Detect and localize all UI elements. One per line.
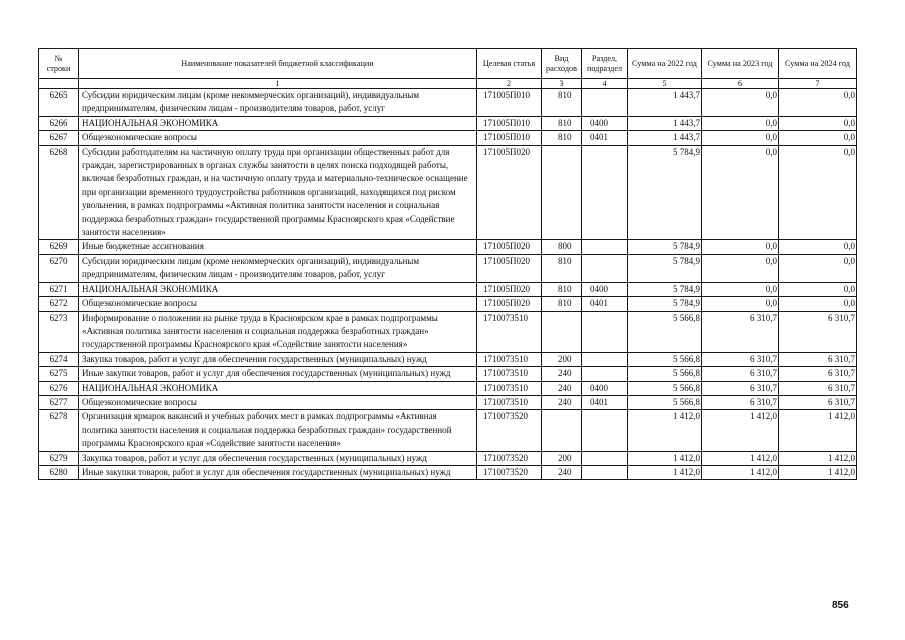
row-name: Иные закупки товаров, работ и услуг для обеспечения государственных (муниципальных) нужд <box>79 465 477 479</box>
column-number: 6 <box>702 79 779 89</box>
header-name: Наименование показателей бюджетной классификации <box>79 49 477 79</box>
table-row <box>39 367 857 381</box>
row-sum-2024: 0,0 <box>779 282 857 296</box>
row-name: Организация ярмарок вакансий и учебных рабочих мест в рамках подпрограммы «Активная политика занятости населения и социальная поддержка безработных граждан» государственной программы Красноярского края «Содействие занятости населения» <box>79 410 477 451</box>
row-sum-2023: 1 412,0 <box>702 465 779 479</box>
row-section: 0400 <box>582 116 628 130</box>
row-sum-2024: 0,0 <box>779 116 857 130</box>
row-target-article: 1710073510 <box>477 395 542 409</box>
budget-table <box>38 48 857 480</box>
row-number: 6269 <box>39 240 79 254</box>
row-sum-2022: 5 784,9 <box>628 297 702 311</box>
row-target-article: 1710073510 <box>477 367 542 381</box>
row-expense-type: 810 <box>542 254 582 282</box>
row-target-article: 171005П010 <box>477 116 542 130</box>
row-sum-2022: 1 412,0 <box>628 410 702 451</box>
row-name: Субсидии юридическим лицам (кроме некоммерческих организаций), индивидуальным предпринимателям, физическим лицам - производителям товаров, работ, услуг <box>79 89 477 117</box>
row-sum-2024: 6 310,7 <box>779 367 857 381</box>
header-sum-2023: Сумма на 2023 год <box>702 49 779 79</box>
row-sum-2022: 5 784,9 <box>628 282 702 296</box>
row-name: Закупка товаров, работ и услуг для обеспечения государственных (муниципальных) нужд <box>79 451 477 465</box>
table-row <box>39 297 857 311</box>
table-row <box>39 282 857 296</box>
header-row <box>39 49 857 79</box>
row-target-article: 171005П020 <box>477 297 542 311</box>
table-row <box>39 395 857 409</box>
row-number: 6272 <box>39 297 79 311</box>
row-sum-2024: 0,0 <box>779 89 857 117</box>
row-sum-2022: 5 566,8 <box>628 395 702 409</box>
row-sum-2023: 6 310,7 <box>702 311 779 352</box>
row-sum-2022: 1 443,7 <box>628 131 702 145</box>
header-vid: Вид расходов <box>542 49 582 79</box>
header-sum-2024: Сумма на 2024 год <box>779 49 857 79</box>
row-sum-2024: 0,0 <box>779 131 857 145</box>
row-number: 6274 <box>39 352 79 366</box>
row-name: Иные закупки товаров, работ и услуг для обеспечения государственных (муниципальных) нужд <box>79 367 477 381</box>
row-sum-2024: 6 310,7 <box>779 381 857 395</box>
row-target-article: 171005П020 <box>477 240 542 254</box>
row-sum-2023: 1 412,0 <box>702 451 779 465</box>
header-target: Целевая статья <box>477 49 542 79</box>
row-section: 0401 <box>582 131 628 145</box>
column-number: 1 <box>79 79 477 89</box>
row-number: 6276 <box>39 381 79 395</box>
row-expense-type: 810 <box>542 89 582 117</box>
row-target-article: 1710073520 <box>477 410 542 451</box>
row-name: Информирование о положении на рынке труда в Красноярском крае в рамках подпрограммы «Активная политика занятости населения и социальная поддержка безработных граждан» государственной программы Красноярского края «Содействие занятости населения» <box>79 311 477 352</box>
row-name: Общеэкономические вопросы <box>79 395 477 409</box>
row-sum-2024: 0,0 <box>779 254 857 282</box>
row-sum-2022: 1 412,0 <box>628 465 702 479</box>
row-name: Субсидии работодателям на частичную оплату труда при организации общественных работ для граждан, зарегистрированных в органах службы занятости в целях поиска подходящей работы, включая безработных граждан, и на частичную оплату труда и материально-техническое оснащение при организации временного трудоустройства работников организаций, находящихся под риском увольнения, в рамках подпрограммы «Активная политика занятости населения и социальная поддержка безработных граждан» государственной программы Красноярского края «Содействие занятости населения» <box>79 145 477 240</box>
row-target-article: 1710073510 <box>477 381 542 395</box>
header-razdel: Раздел, подраздел <box>582 49 628 79</box>
row-section: 0400 <box>582 381 628 395</box>
table-row <box>39 116 857 130</box>
row-sum-2023: 0,0 <box>702 145 779 240</box>
table-row <box>39 311 857 352</box>
table-row <box>39 352 857 366</box>
table-row <box>39 381 857 395</box>
row-number: 6278 <box>39 410 79 451</box>
header-sum-2022: Сумма на 2022 год <box>628 49 702 79</box>
row-sum-2024: 0,0 <box>779 145 857 240</box>
row-expense-type: 240 <box>542 381 582 395</box>
column-number: 4 <box>582 79 628 89</box>
column-number: 2 <box>477 79 542 89</box>
row-section <box>582 367 628 381</box>
row-sum-2022: 1 412,0 <box>628 451 702 465</box>
row-section <box>582 89 628 117</box>
table-row <box>39 131 857 145</box>
row-sum-2023: 0,0 <box>702 282 779 296</box>
row-target-article: 1710073520 <box>477 465 542 479</box>
row-number: 6265 <box>39 89 79 117</box>
row-sum-2023: 0,0 <box>702 297 779 311</box>
row-sum-2023: 6 310,7 <box>702 395 779 409</box>
row-name: Иные бюджетные ассигнования <box>79 240 477 254</box>
row-sum-2023: 0,0 <box>702 89 779 117</box>
row-expense-type: 200 <box>542 451 582 465</box>
table-row <box>39 254 857 282</box>
row-number: 6267 <box>39 131 79 145</box>
row-expense-type: 240 <box>542 367 582 381</box>
row-sum-2024: 6 310,7 <box>779 395 857 409</box>
table-row <box>39 145 857 240</box>
row-sum-2022: 5 784,9 <box>628 240 702 254</box>
table-row <box>39 410 857 451</box>
row-section: 0401 <box>582 395 628 409</box>
row-name: Закупка товаров, работ и услуг для обеспечения государственных (муниципальных) нужд <box>79 352 477 366</box>
row-number: 6280 <box>39 465 79 479</box>
row-section <box>582 145 628 240</box>
row-name: НАЦИОНАЛЬНАЯ ЭКОНОМИКА <box>79 116 477 130</box>
row-sum-2023: 0,0 <box>702 240 779 254</box>
row-expense-type: 810 <box>542 282 582 296</box>
row-name: НАЦИОНАЛЬНАЯ ЭКОНОМИКА <box>79 381 477 395</box>
row-target-article: 171005П020 <box>477 145 542 240</box>
row-number: 6277 <box>39 395 79 409</box>
row-expense-type: 240 <box>542 395 582 409</box>
row-sum-2022: 5 566,8 <box>628 352 702 366</box>
column-number: 3 <box>542 79 582 89</box>
row-section: 0401 <box>582 297 628 311</box>
column-number <box>39 79 79 89</box>
row-target-article: 171005П010 <box>477 89 542 117</box>
row-sum-2024: 1 412,0 <box>779 410 857 451</box>
row-number: 6270 <box>39 254 79 282</box>
row-sum-2024: 1 412,0 <box>779 465 857 479</box>
row-target-article: 1710073510 <box>477 311 542 352</box>
row-expense-type <box>542 311 582 352</box>
row-expense-type: 200 <box>542 352 582 366</box>
row-section <box>582 465 628 479</box>
row-sum-2024: 6 310,7 <box>779 352 857 366</box>
row-sum-2022: 5 784,9 <box>628 145 702 240</box>
row-section <box>582 311 628 352</box>
column-number: 5 <box>628 79 702 89</box>
row-number: 6268 <box>39 145 79 240</box>
row-name: НАЦИОНАЛЬНАЯ ЭКОНОМИКА <box>79 282 477 296</box>
column-number: 7 <box>779 79 857 89</box>
row-sum-2023: 0,0 <box>702 116 779 130</box>
row-expense-type <box>542 145 582 240</box>
row-target-article: 1710073510 <box>477 352 542 366</box>
row-sum-2022: 5 566,8 <box>628 367 702 381</box>
header-line-no: № строки <box>39 49 79 79</box>
row-sum-2023: 0,0 <box>702 254 779 282</box>
row-sum-2022: 5 566,8 <box>628 381 702 395</box>
row-sum-2022: 1 443,7 <box>628 89 702 117</box>
row-name: Общеэкономические вопросы <box>79 297 477 311</box>
row-number: 6271 <box>39 282 79 296</box>
row-target-article: 171005П020 <box>477 282 542 296</box>
row-section <box>582 254 628 282</box>
table-row <box>39 240 857 254</box>
row-number: 6273 <box>39 311 79 352</box>
row-sum-2023: 6 310,7 <box>702 352 779 366</box>
row-sum-2024: 6 310,7 <box>779 311 857 352</box>
row-sum-2023: 1 412,0 <box>702 410 779 451</box>
row-expense-type: 810 <box>542 297 582 311</box>
table-row <box>39 451 857 465</box>
row-expense-type <box>542 410 582 451</box>
row-section <box>582 240 628 254</box>
row-expense-type: 240 <box>542 465 582 479</box>
row-section <box>582 352 628 366</box>
table-row <box>39 89 857 117</box>
row-target-article: 1710073520 <box>477 451 542 465</box>
page-number: 856 <box>832 600 849 611</box>
row-number: 6275 <box>39 367 79 381</box>
row-section <box>582 451 628 465</box>
table-row <box>39 465 857 479</box>
row-sum-2024: 1 412,0 <box>779 451 857 465</box>
row-sum-2022: 1 443,7 <box>628 116 702 130</box>
row-section: 0400 <box>582 282 628 296</box>
row-name: Субсидии юридическим лицам (кроме некоммерческих организаций), индивидуальным предпринимателям, физическим лицам - производителям товаров, работ, услуг <box>79 254 477 282</box>
row-sum-2022: 5 784,9 <box>628 254 702 282</box>
row-sum-2024: 0,0 <box>779 240 857 254</box>
row-section <box>582 410 628 451</box>
row-name: Общеэкономические вопросы <box>79 131 477 145</box>
row-sum-2024: 0,0 <box>779 297 857 311</box>
row-sum-2023: 6 310,7 <box>702 367 779 381</box>
row-sum-2023: 6 310,7 <box>702 381 779 395</box>
row-expense-type: 810 <box>542 131 582 145</box>
row-target-article: 171005П020 <box>477 254 542 282</box>
row-number: 6279 <box>39 451 79 465</box>
row-target-article: 171005П010 <box>477 131 542 145</box>
row-expense-type: 810 <box>542 116 582 130</box>
column-number-row <box>39 79 857 89</box>
row-sum-2023: 0,0 <box>702 131 779 145</box>
row-number: 6266 <box>39 116 79 130</box>
row-sum-2022: 5 566,8 <box>628 311 702 352</box>
row-expense-type: 800 <box>542 240 582 254</box>
